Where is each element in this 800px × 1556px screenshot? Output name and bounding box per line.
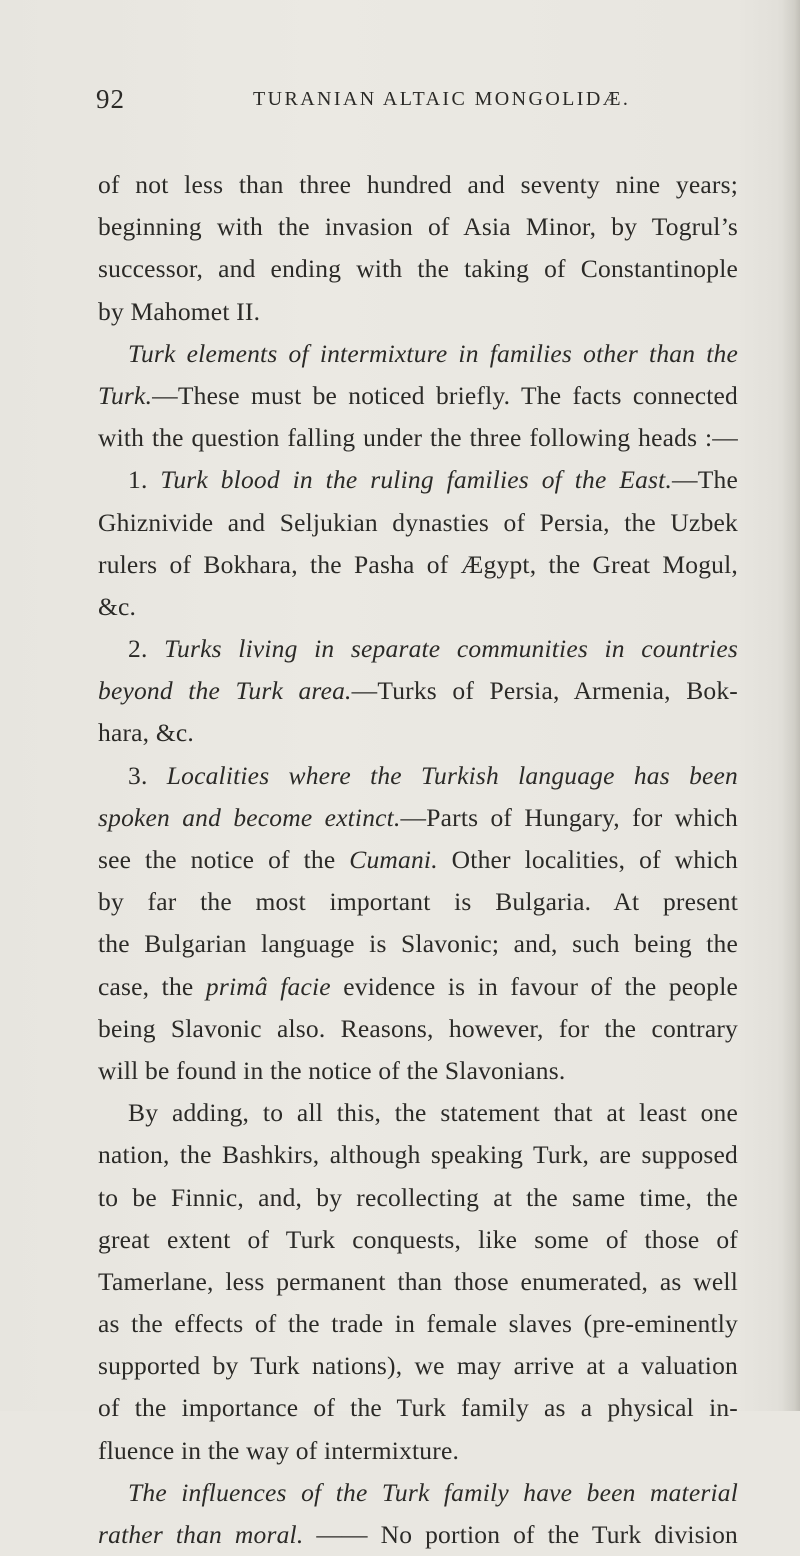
paragraph-start-line: By adding, to all this, the statement that at least one bbox=[128, 1098, 738, 1128]
text-line: supported by Turk nations), we may arrive at a valuation bbox=[98, 1351, 738, 1381]
text-line: by Mahomet II. bbox=[98, 296, 261, 326]
list-item-2-line: 2. Turks living in separate communities in countries bbox=[128, 634, 738, 664]
text-line: hara, &c. bbox=[98, 718, 194, 748]
page-edge-shadow bbox=[782, 0, 800, 1411]
text-line: Turk.—These must be noticed briefly. The facts connected bbox=[98, 380, 738, 410]
text-line: spoken and become extinct.—Parts of Hungary, for which bbox=[98, 802, 738, 832]
text-line: by far the most important is Bulgaria. At present bbox=[98, 887, 738, 917]
text-line: being Slavonic also. Reasons, however, for the contrary bbox=[98, 1013, 738, 1043]
text-line: case, the primâ facie evidence is in favour of the people bbox=[98, 971, 738, 1001]
list-item-1-line: 1. Turk blood in the ruling families of the East.—The bbox=[128, 465, 738, 495]
text-line: the Bulgarian language is Slavonic; and, such being the bbox=[98, 929, 738, 959]
text-line: rather than moral. —— No portion of the Turk division bbox=[98, 1520, 738, 1549]
section-heading-line: The influences of the Turk family have been material bbox=[128, 1477, 738, 1507]
text-line: beyond the Turk area.—Turks of Persia, Armenia, Bok- bbox=[98, 676, 738, 706]
text-line: great extent of Turk conquests, like some of those of bbox=[98, 1224, 738, 1254]
text-line: will be found in the notice of the Slavonians. bbox=[98, 1055, 566, 1085]
section-heading-line: Turk elements of intermixture in families other than the bbox=[128, 338, 738, 368]
text-line: of not less than three hundred and seventy nine years; bbox=[98, 170, 738, 199]
text-line: as the effects of the trade in female slaves (pre-eminently bbox=[98, 1309, 738, 1339]
page-number: 92 bbox=[96, 84, 125, 114]
running-head bbox=[96, 84, 736, 124]
text-line: fluence in the way of intermixture. bbox=[98, 1435, 460, 1465]
text-line: of the importance of the Turk family as a physical in- bbox=[98, 1393, 738, 1423]
list-item-3-line: 3. Localities where the Turkish language has been bbox=[128, 760, 739, 790]
body-text bbox=[98, 164, 738, 1556]
text-line: beginning with the invasion of Asia Minor, by Togrul’s bbox=[98, 212, 738, 242]
text-line: &c. bbox=[98, 591, 137, 621]
text-line: Tamerlane, less permanent than those enumerated, as well bbox=[98, 1266, 738, 1296]
text-line: nation, the Bashkirs, although speaking Turk, are supposed bbox=[98, 1140, 738, 1170]
text-line: Ghiznivide and Seljukian dynasties of Persia, the Uzbek bbox=[98, 507, 738, 537]
text-line: with the question falling under the three following heads :— bbox=[98, 423, 738, 453]
text-line: successor, and ending with the taking of Constantinople bbox=[98, 254, 738, 284]
text-line: rulers of Bokhara, the Pasha of Ægypt, the Great Mogul, bbox=[98, 549, 738, 579]
text-line: to be Finnic, and, by recollecting at the same time, the bbox=[98, 1182, 738, 1212]
running-head-title: TURANIAN ALTAIC MONGOLIDÆ. bbox=[253, 88, 631, 110]
text-line: see the notice of the Cumani. Other localities, of which bbox=[98, 845, 738, 874]
